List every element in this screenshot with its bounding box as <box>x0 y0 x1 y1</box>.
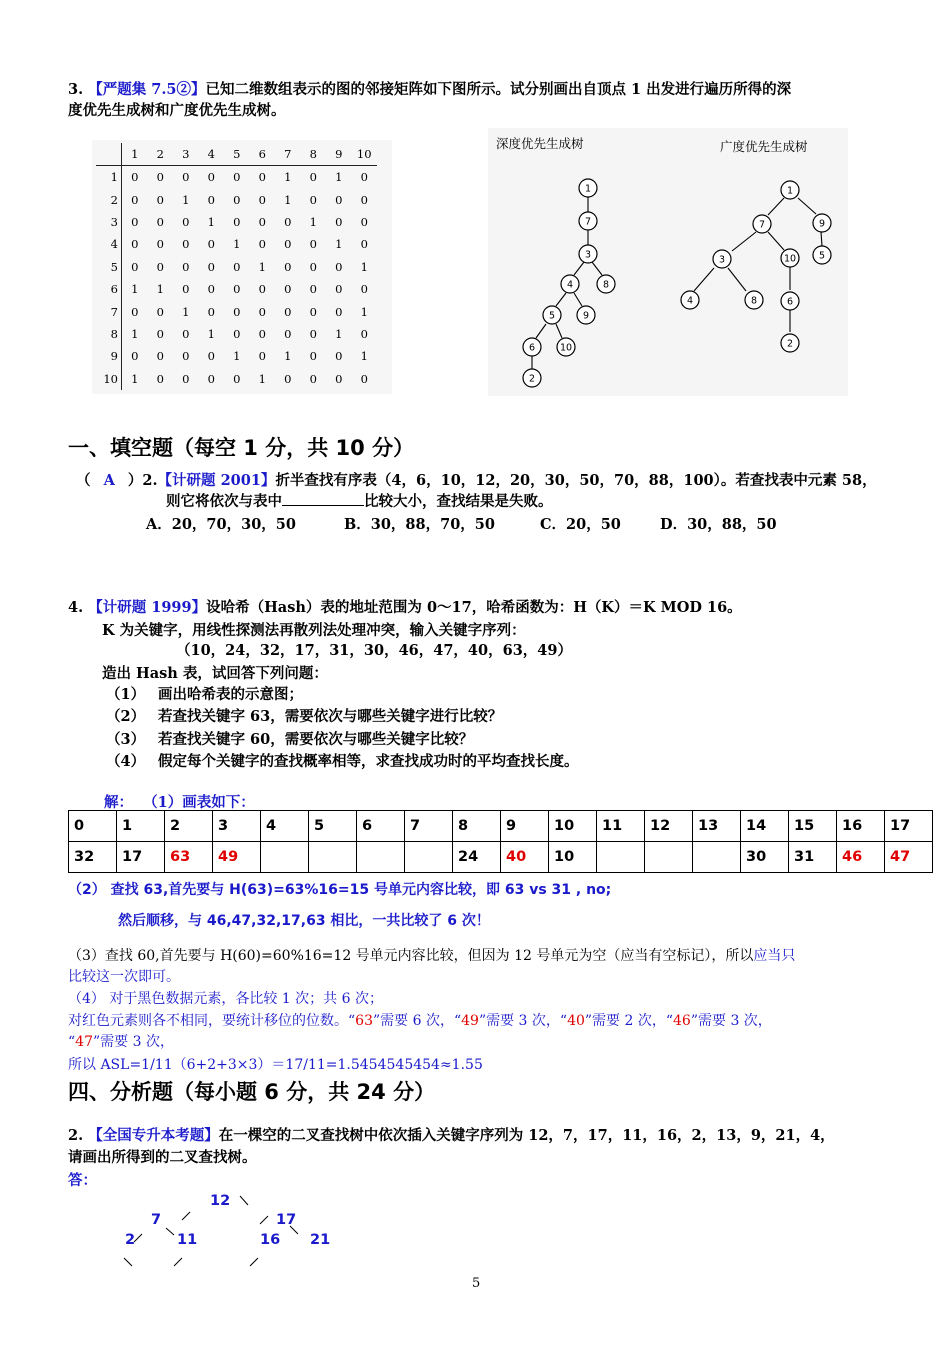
solution-part4-line2 <box>68 1011 772 1032</box>
hash-index-cell: 9 <box>501 811 549 842</box>
q3-number: 3. <box>68 81 84 98</box>
bst-node-7: 7 <box>151 1212 162 1228</box>
matrix-cell: 0 <box>233 304 241 319</box>
matrix-cell: 1 <box>131 282 139 297</box>
hash-value-cell: 46 <box>837 842 885 873</box>
q2-bst-text-1: 在一棵空的二叉查找树中依次插入关键字序列为 12，7，17，11，16，2，13，9，21，4， <box>218 1127 835 1144</box>
solution-part1: （1）画表如下： <box>143 794 255 811</box>
matrix-cell: 0 <box>233 282 241 297</box>
matrix-cell: 0 <box>131 349 139 364</box>
bfs-node-label: 5 <box>818 250 826 262</box>
matrix-cell: 1 <box>258 371 266 386</box>
matrix-cell: 0 <box>156 214 164 229</box>
matrix-cell: 0 <box>182 282 190 297</box>
matrix-cell: 0 <box>207 349 215 364</box>
matrix-cell: 1 <box>360 349 368 364</box>
bfs-node-label: 6 <box>786 296 794 308</box>
matrix-cell: 0 <box>309 282 317 297</box>
matrix-cell: 0 <box>309 259 317 274</box>
q4-item-number: （4） <box>106 753 146 771</box>
dfs-node-label: 8 <box>602 279 610 291</box>
part4-text-d: ”需要 2 次，“ <box>584 1013 674 1029</box>
matrix-cell: 0 <box>131 259 139 274</box>
matrix-cell: 0 <box>360 192 368 207</box>
hash-index-cell: 13 <box>693 811 741 842</box>
matrix-cell: 0 <box>258 237 266 252</box>
matrix-cell: 0 <box>284 371 292 386</box>
bst-node-11: 11 <box>177 1232 198 1248</box>
matrix-cell: 0 <box>284 259 292 274</box>
q2-bst-answer-label: 答： <box>68 1172 97 1189</box>
matrix-cell: 0 <box>284 237 292 252</box>
q4-item-number: （2） <box>106 708 146 726</box>
q4-text-4: 造出 Hash 表，试回答下列问题： <box>102 665 328 682</box>
q4-question-item <box>106 706 579 727</box>
matrix-row <box>96 188 377 210</box>
matrix-cell: 0 <box>156 371 164 386</box>
q4-item-text: 若查找关键字 60，需要依次与哪些关键字比较？ <box>158 730 474 748</box>
hash-index-cell: 15 <box>789 811 837 842</box>
matrix-row <box>96 323 377 345</box>
matrix-cell: 0 <box>131 304 139 319</box>
bfs-node-label: 9 <box>818 218 826 230</box>
matrix-cell: 0 <box>207 170 215 185</box>
matrix-cell: 0 <box>309 304 317 319</box>
hash-value-cell <box>645 842 693 873</box>
matrix-cell: 0 <box>156 349 164 364</box>
matrix-cell: 0 <box>131 237 139 252</box>
dfs-node-label: 9 <box>582 310 590 322</box>
matrix-cell: 0 <box>207 282 215 297</box>
hash-index-cell: 1 <box>117 811 165 842</box>
hash-index-cell: 8 <box>453 811 501 842</box>
matrix-cell: 1 <box>258 259 266 274</box>
q4-tag: 【计研题 1999】 <box>88 599 207 616</box>
q4-number: 4. <box>68 599 84 616</box>
q2-paren-open: （ <box>76 472 91 489</box>
q2-text-2a: 则它将依次与表中 <box>166 493 282 510</box>
matrix-col-header: 2 <box>148 143 174 166</box>
q2-option-c: C．20，50 <box>540 516 621 533</box>
solution-part3-line2: 比较这一次即可。 <box>68 969 180 985</box>
bfs-node-label: 8 <box>750 295 758 307</box>
q4-item-number: （3） <box>106 730 146 748</box>
matrix-cell: 0 <box>207 259 215 274</box>
matrix-cell: 0 <box>207 237 215 252</box>
matrix-cell: 0 <box>182 259 190 274</box>
q4-key-sequence: （10，24，32，17，31，30，46，47，40，63，49） <box>176 642 572 659</box>
bfs-node-label: 4 <box>686 295 694 307</box>
q2-bst-number: 2. <box>68 1127 84 1144</box>
matrix-cell: 0 <box>207 192 215 207</box>
matrix-cell: 0 <box>360 326 368 341</box>
matrix-cell: 0 <box>207 371 215 386</box>
section-4-heading: 四、分析题（每小题 6 分，共 24 分） <box>68 1080 436 1104</box>
q4-text-1: 设哈希（Hash）表的地址范围为 0～17，哈希函数为：H（K）＝K MOD 16。 <box>206 599 742 616</box>
matrix-cell: 0 <box>335 259 343 274</box>
matrix-cell: 0 <box>156 304 164 319</box>
matrix-cell: 1 <box>360 259 368 274</box>
q2-option-d: D．30，88，50 <box>660 516 777 533</box>
matrix-cell: 1 <box>284 192 292 207</box>
bfs-node-label: 3 <box>718 254 726 266</box>
hash-value-cell <box>309 842 357 873</box>
matrix-row <box>96 256 377 278</box>
bfs-node-label: 7 <box>758 219 766 231</box>
hash-index-cell: 10 <box>549 811 597 842</box>
hash-index-cell: 2 <box>165 811 213 842</box>
matrix-cell: 0 <box>182 170 190 185</box>
hash-value-cell: 49 <box>213 842 261 873</box>
dfs-node-label: 4 <box>566 279 574 291</box>
matrix-cell: 1 <box>182 192 190 207</box>
matrix-row-header: 9 <box>96 345 122 367</box>
matrix-cell: 0 <box>309 349 317 364</box>
matrix-cell: 0 <box>182 237 190 252</box>
matrix-cell: 0 <box>258 349 266 364</box>
matrix-cell: 1 <box>207 214 215 229</box>
dfs-node-label: 2 <box>528 373 536 385</box>
matrix-row-header: 3 <box>96 211 122 233</box>
matrix-row-header: 7 <box>96 300 122 322</box>
spanning-trees-figure <box>488 128 848 396</box>
q2-answer: A <box>103 472 115 489</box>
matrix-cell: 0 <box>258 282 266 297</box>
bst-node-12: 12 <box>210 1193 231 1209</box>
hash-index-cell: 7 <box>405 811 453 842</box>
q2-option-b: B．30，88，70，50 <box>344 516 495 533</box>
dfs-tree-title: 深度优先生成树 <box>496 136 584 151</box>
matrix-cell: 0 <box>258 326 266 341</box>
matrix-col-header: 9 <box>326 143 352 166</box>
page-number: 5 <box>472 1276 481 1291</box>
matrix-cell: 0 <box>309 326 317 341</box>
hash-index-cell: 14 <box>741 811 789 842</box>
matrix-row <box>96 233 377 255</box>
matrix-cell: 0 <box>233 170 241 185</box>
matrix-cell: 0 <box>309 170 317 185</box>
matrix-col-header: 6 <box>250 143 276 166</box>
q2-option-a: A．20，70，30，50 <box>146 516 296 533</box>
q4-item-text: 若查找关键字 63，需要依次与哪些关键字进行比较？ <box>158 708 503 726</box>
matrix-col-header: 1 <box>122 143 148 166</box>
matrix-cell: 1 <box>233 237 241 252</box>
matrix-cell: 0 <box>335 371 343 386</box>
bfs-node-label: 1 <box>786 185 794 197</box>
matrix-cell: 0 <box>233 326 241 341</box>
matrix-row <box>96 300 377 322</box>
matrix-cell: 0 <box>309 371 317 386</box>
matrix-col-header: 8 <box>301 143 327 166</box>
matrix-cell: 0 <box>335 282 343 297</box>
part4-text-a: 对红色元素则各不相同，要统计移位的位数。“ <box>68 1013 356 1029</box>
bst-answer-figure <box>100 1186 360 1276</box>
matrix-cell: 1 <box>131 326 139 341</box>
hash-index-row <box>69 811 933 842</box>
hash-value-cell: 32 <box>69 842 117 873</box>
matrix-row <box>96 278 377 300</box>
q4-line1 <box>68 597 742 618</box>
hash-value-cell <box>405 842 453 873</box>
hash-value-cell: 63 <box>165 842 213 873</box>
matrix-cell: 0 <box>182 371 190 386</box>
matrix-cell: 0 <box>156 259 164 274</box>
red-key-40: 40 <box>567 1013 585 1029</box>
dfs-node-label: 6 <box>528 342 536 354</box>
matrix-cell: 0 <box>360 282 368 297</box>
matrix-cell: 0 <box>258 214 266 229</box>
dfs-node-label: 7 <box>584 216 592 228</box>
hash-index-cell: 0 <box>69 811 117 842</box>
hash-index-cell: 16 <box>837 811 885 842</box>
matrix-cell: 1 <box>309 214 317 229</box>
matrix-row <box>96 166 377 189</box>
bst-node-2: 2 <box>125 1232 136 1248</box>
hash-value-row <box>69 842 933 873</box>
matrix-col-header: 5 <box>224 143 250 166</box>
matrix-cell: 0 <box>131 214 139 229</box>
part4-text-c: ”需要 3 次，“ <box>478 1013 568 1029</box>
matrix-cell: 1 <box>131 371 139 386</box>
hash-value-cell: 40 <box>501 842 549 873</box>
solution-label: 解： <box>104 794 133 811</box>
matrix-cell: 1 <box>284 349 292 364</box>
matrix-cell: 0 <box>284 282 292 297</box>
matrix-cell: 0 <box>156 170 164 185</box>
matrix-cell: 1 <box>335 326 343 341</box>
matrix-cell: 0 <box>360 237 368 252</box>
matrix-cell: 0 <box>233 371 241 386</box>
matrix-cell: 0 <box>309 192 317 207</box>
matrix-cell: 0 <box>284 304 292 319</box>
matrix-cell: 0 <box>335 349 343 364</box>
hash-value-cell <box>261 842 309 873</box>
bst-node-16: 16 <box>260 1232 281 1248</box>
matrix-cell: 0 <box>156 237 164 252</box>
solution-part2-line2: 然后顺移，与 46,47,32,17,63 相比，一共比较了 6 次！ <box>118 913 490 929</box>
matrix-cell: 0 <box>335 304 343 319</box>
matrix-cell: 1 <box>156 282 164 297</box>
q3-text-2: 度优先生成树和广度优先生成树。 <box>68 102 286 119</box>
matrix-row-header: 6 <box>96 278 122 300</box>
matrix-cell: 0 <box>258 170 266 185</box>
q4-text-2: K 为关键字，用线性探测法再散列法处理冲突，输入关键字序列： <box>102 622 526 639</box>
matrix-cell: 0 <box>207 304 215 319</box>
hash-index-cell: 17 <box>885 811 933 842</box>
q4-question-item <box>106 684 579 705</box>
q3-text-1: 已知二维数组表示的图的邻接矩阵如下图所示。试分别画出自顶点 1 出发进行遍历所得的深 <box>205 81 792 98</box>
q2-blank <box>282 491 364 506</box>
red-key-49: 49 <box>461 1013 479 1029</box>
q2-paren-close: ）2. <box>127 472 158 489</box>
hash-index-cell: 5 <box>309 811 357 842</box>
matrix-col-header: 7 <box>275 143 301 166</box>
hash-value-cell: 31 <box>789 842 837 873</box>
red-key-47: 47 <box>75 1034 93 1050</box>
matrix-row <box>96 368 377 390</box>
dfs-node-label: 5 <box>548 310 556 322</box>
q4-question-item <box>106 729 579 750</box>
matrix-cell: 0 <box>233 192 241 207</box>
matrix-cell: 0 <box>131 170 139 185</box>
hash-table <box>68 810 933 873</box>
solution-part2-line1: （2） 查找 63,首先要与 H(63)=63%16=15 号单元内容比较，即 63 vs 31 , no; <box>68 882 612 898</box>
hash-index-cell: 11 <box>597 811 645 842</box>
hash-value-cell: 24 <box>453 842 501 873</box>
matrix-cell: 1 <box>335 170 343 185</box>
bfs-node-label: 2 <box>786 338 794 350</box>
matrix-row-header: 2 <box>96 188 122 210</box>
q4-item-text: 假定每个关键字的查找概率相等，求查找成功时的平均查找长度。 <box>158 753 579 771</box>
dfs-node-label: 3 <box>584 249 592 261</box>
solution-part3-text: （3）查找 60,首先要与 H(60)=60%16=12 号单元内容比较，但因为 12 号单元为空（应当有空标记），所以 <box>68 948 754 964</box>
matrix-corner <box>96 143 122 166</box>
solution-part4-line1: （4） 对于黑色数据元素，各比较 1 次；共 6 次； <box>68 991 383 1007</box>
solution-part4-line3 <box>68 1032 174 1053</box>
part4-text-f: “ <box>68 1034 76 1050</box>
bst-node-21: 21 <box>310 1232 331 1248</box>
matrix-cell: 1 <box>182 304 190 319</box>
q4-item-text: 画出哈希表的示意图； <box>158 686 303 703</box>
part4-text-g: ”需要 3 次， <box>93 1034 174 1050</box>
bfs-tree-title: 广度优先生成树 <box>720 139 808 154</box>
matrix-col-header: 3 <box>173 143 199 166</box>
q2-fill-line1 <box>76 470 877 491</box>
matrix-cell: 1 <box>233 349 241 364</box>
hash-value-cell: 17 <box>117 842 165 873</box>
q3-line1 <box>68 79 791 100</box>
matrix-cell: 0 <box>182 326 190 341</box>
part4-text-e: ”需要 3 次， <box>690 1013 772 1029</box>
solution-asl: 所以 ASL=1/11（6+2+3×3）＝17/11=1.5454545454≈1.55 <box>68 1057 483 1073</box>
matrix-row-header: 5 <box>96 256 122 278</box>
hash-index-cell: 6 <box>357 811 405 842</box>
hash-value-cell <box>597 842 645 873</box>
matrix-cell: 0 <box>156 192 164 207</box>
matrix-cell: 0 <box>360 170 368 185</box>
q2-bst-text-2: 请画出所得到的二叉查找树。 <box>68 1149 257 1166</box>
red-key-63: 63 <box>355 1013 373 1029</box>
matrix-cell: 1 <box>284 170 292 185</box>
q2-bst-line1 <box>68 1125 835 1146</box>
matrix-cell: 0 <box>335 214 343 229</box>
q4-question-item <box>106 751 579 772</box>
matrix-cell: 0 <box>335 192 343 207</box>
solution-part3-highlight: 应当只 <box>753 948 796 964</box>
q4-question-list <box>106 684 579 774</box>
matrix-cell: 0 <box>156 326 164 341</box>
hash-index-cell: 12 <box>645 811 693 842</box>
matrix-cell: 0 <box>258 304 266 319</box>
hash-value-cell: 47 <box>885 842 933 873</box>
matrix-cell: 1 <box>335 237 343 252</box>
bfs-node-label: 10 <box>783 253 797 265</box>
q2-text-2b: 比较大小，查找结果是失败。 <box>364 493 553 510</box>
q2-tag: 【计研题 2001】 <box>157 472 276 489</box>
matrix-col-header: 4 <box>199 143 225 166</box>
part4-text-b: ”需要 6 次，“ <box>372 1013 462 1029</box>
matrix-cell: 1 <box>360 304 368 319</box>
matrix-cell: 0 <box>284 214 292 229</box>
matrix-cell: 0 <box>182 349 190 364</box>
matrix-row-header: 10 <box>96 368 122 390</box>
matrix-row <box>96 345 377 367</box>
matrix-cell: 0 <box>131 192 139 207</box>
matrix-cell: 0 <box>360 214 368 229</box>
matrix-row-header: 4 <box>96 233 122 255</box>
matrix-cell: 0 <box>360 371 368 386</box>
q4-item-number: （1） <box>106 686 146 703</box>
hash-index-cell: 3 <box>213 811 261 842</box>
bst-node-17: 17 <box>276 1212 297 1228</box>
hash-value-cell <box>357 842 405 873</box>
dfs-node-label: 1 <box>584 183 592 195</box>
matrix-cell: 0 <box>233 259 241 274</box>
matrix-row-header: 8 <box>96 323 122 345</box>
matrix-cell: 0 <box>284 326 292 341</box>
matrix-cell: 1 <box>207 326 215 341</box>
q2-bst-tag: 【全国专升本考题】 <box>88 1127 219 1144</box>
hash-value-cell: 30 <box>741 842 789 873</box>
adjacency-matrix <box>96 143 377 390</box>
solution-part3-line1 <box>68 946 795 967</box>
matrix-cell: 0 <box>309 237 317 252</box>
matrix-col-header: 10 <box>352 143 378 166</box>
matrix-cell: 0 <box>182 214 190 229</box>
dfs-node-label: 10 <box>559 342 573 354</box>
hash-value-cell: 10 <box>549 842 597 873</box>
matrix-row <box>96 211 377 233</box>
section-1-heading: 一、填空题（每空 1 分，共 10 分） <box>68 436 415 460</box>
matrix-row-header: 1 <box>96 166 122 189</box>
matrix-cell: 0 <box>233 214 241 229</box>
q3-tag: 【严题集 7.5②】 <box>88 81 206 98</box>
hash-index-cell: 4 <box>261 811 309 842</box>
red-key-46: 46 <box>673 1013 691 1029</box>
matrix-cell: 0 <box>258 192 266 207</box>
hash-value-cell <box>693 842 741 873</box>
q2-text-1: 折半查找有序表（4，6，10，12，20，30，50，70，88，100）。若查找表中元素 58， <box>275 472 877 489</box>
q2-fill-line2 <box>166 491 553 512</box>
